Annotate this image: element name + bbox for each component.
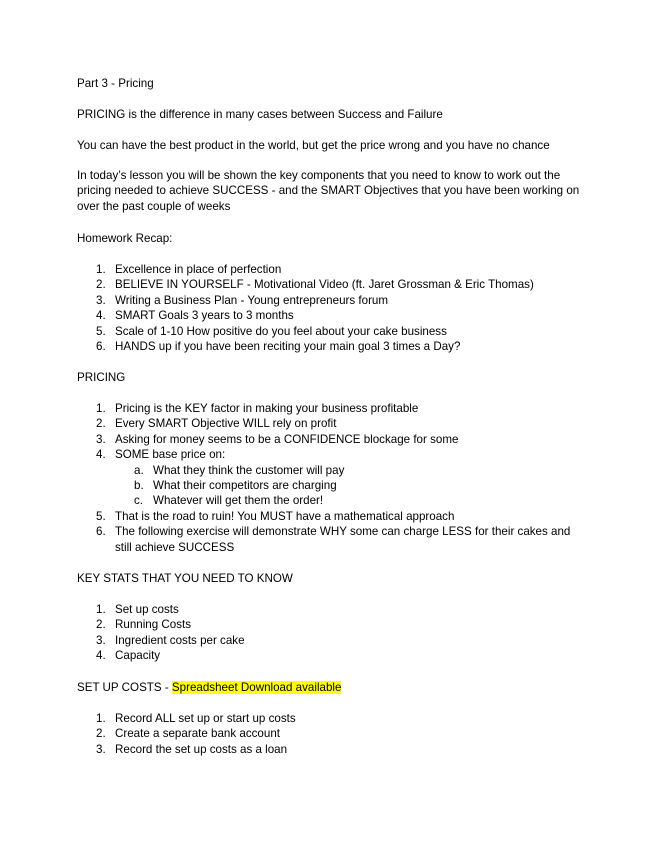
list-item bbox=[77, 711, 597, 726]
list-text: Record the set up costs as a loan bbox=[115, 742, 288, 756]
pricing-heading: PRICING bbox=[77, 371, 126, 384]
list-text: Scale of 1-10 How positive do you feel about your cake business bbox=[115, 324, 447, 338]
sub-list-item bbox=[77, 478, 587, 493]
intro-paragraph-2: You can have the best product in the world, but get the price wrong and you have no chance bbox=[77, 139, 550, 152]
sub-list-item bbox=[77, 493, 587, 508]
list-item bbox=[77, 293, 597, 308]
list-text: Asking for money seems to be a CONFIDENCE blockage for some bbox=[115, 432, 459, 446]
list-item bbox=[77, 432, 587, 447]
list-item bbox=[77, 617, 597, 632]
list-text: Create a separate bank account bbox=[115, 727, 280, 741]
list-number: 3. bbox=[96, 633, 106, 647]
intro-paragraph-3: In today’s lesson you will be shown the key components that you need to know to work out the pricing needed to achieve SUCCESS - and the SMART Objectives that you have been working on over the past couple of weeks bbox=[77, 169, 580, 213]
list-item bbox=[77, 524, 587, 555]
list-item bbox=[77, 401, 587, 416]
list-text: Capacity bbox=[115, 649, 161, 663]
list-item bbox=[77, 726, 597, 741]
setup-costs-heading-prefix: SET UP COSTS - bbox=[77, 681, 172, 694]
list-number: 2. bbox=[96, 278, 106, 292]
sub-list-text: What they think the customer will pay bbox=[153, 463, 345, 477]
intro-paragraph-1: PRICING is the difference in many cases between Success and Failure bbox=[77, 108, 443, 121]
sub-list-item bbox=[77, 463, 587, 478]
list-text: Excellence in place of perfection bbox=[115, 263, 282, 276]
list-number: 2. bbox=[96, 417, 106, 431]
pricing-sub-list bbox=[115, 463, 587, 509]
list-text: Record ALL set up or start up costs bbox=[115, 712, 296, 725]
list-text: SOME base price on: bbox=[115, 448, 226, 462]
spreadsheet-download-highlight: Spreadsheet Download available bbox=[171, 681, 342, 694]
sub-list-letter: c. bbox=[134, 494, 144, 508]
list-number: 2. bbox=[96, 618, 106, 632]
sub-list-text: Whatever will get them the order! bbox=[153, 494, 324, 508]
list-number: 5. bbox=[96, 509, 106, 523]
sub-list-text: What their competitors are charging bbox=[153, 479, 337, 493]
list-item bbox=[77, 339, 597, 354]
list-number: 1. bbox=[96, 603, 106, 616]
list-text: Set up costs bbox=[115, 603, 179, 616]
part-title: Part 3 - Pricing bbox=[77, 77, 154, 90]
list-number: 3. bbox=[96, 742, 106, 756]
homework-list bbox=[77, 262, 597, 354]
list-text: That is the road to ruin! You MUST have a mathematical approach bbox=[115, 509, 455, 523]
list-item bbox=[77, 262, 597, 277]
sub-list-letter: b. bbox=[134, 479, 144, 493]
list-number: 4. bbox=[96, 309, 106, 323]
list-text: Writing a Business Plan - Young entrepreneurs forum bbox=[115, 293, 389, 307]
list-number: 3. bbox=[96, 293, 106, 307]
list-item bbox=[77, 447, 587, 509]
list-number: 6. bbox=[96, 525, 106, 539]
list-item bbox=[77, 602, 597, 617]
list-text: HANDS up if you have been reciting your main goal 3 times a Day? bbox=[115, 340, 461, 354]
list-item bbox=[77, 633, 597, 648]
sub-list-letter: a. bbox=[134, 463, 144, 477]
list-item bbox=[77, 277, 597, 292]
list-text: Every SMART Objective WILL rely on profit bbox=[115, 417, 337, 431]
list-number: 1. bbox=[96, 263, 106, 276]
list-text: BELIEVE IN YOURSELF - Motivational Video (ft. Jaret Grossman & Eric Thomas) bbox=[115, 278, 534, 292]
list-number: 3. bbox=[96, 432, 106, 446]
key-stats-list bbox=[77, 602, 597, 664]
list-number: 4. bbox=[96, 448, 106, 462]
list-item bbox=[77, 509, 587, 524]
list-number: 6. bbox=[96, 340, 106, 354]
list-item bbox=[77, 742, 597, 757]
list-number: 5. bbox=[96, 324, 106, 338]
list-item bbox=[77, 308, 597, 323]
list-text: Running Costs bbox=[115, 618, 192, 632]
list-number: 2. bbox=[96, 727, 106, 741]
list-item bbox=[77, 416, 587, 431]
key-stats-heading: KEY STATS THAT YOU NEED TO KNOW bbox=[77, 572, 293, 585]
list-number: 1. bbox=[96, 712, 106, 725]
list-number: 1. bbox=[96, 402, 106, 415]
list-text: SMART Goals 3 years to 3 months bbox=[115, 309, 294, 323]
list-text: The following exercise will demonstrate WHY some can charge LESS for their cakes and still achieve SUCCESS bbox=[115, 525, 571, 554]
list-item bbox=[77, 324, 597, 339]
list-text: Pricing is the KEY factor in making your business profitable bbox=[115, 402, 419, 415]
list-item bbox=[77, 648, 597, 663]
setup-costs-list bbox=[77, 711, 597, 757]
list-number: 4. bbox=[96, 649, 106, 663]
pricing-list bbox=[77, 401, 587, 555]
list-text: Ingredient costs per cake bbox=[115, 633, 245, 647]
homework-heading: Homework Recap: bbox=[77, 232, 173, 245]
setup-costs-heading bbox=[77, 680, 597, 695]
